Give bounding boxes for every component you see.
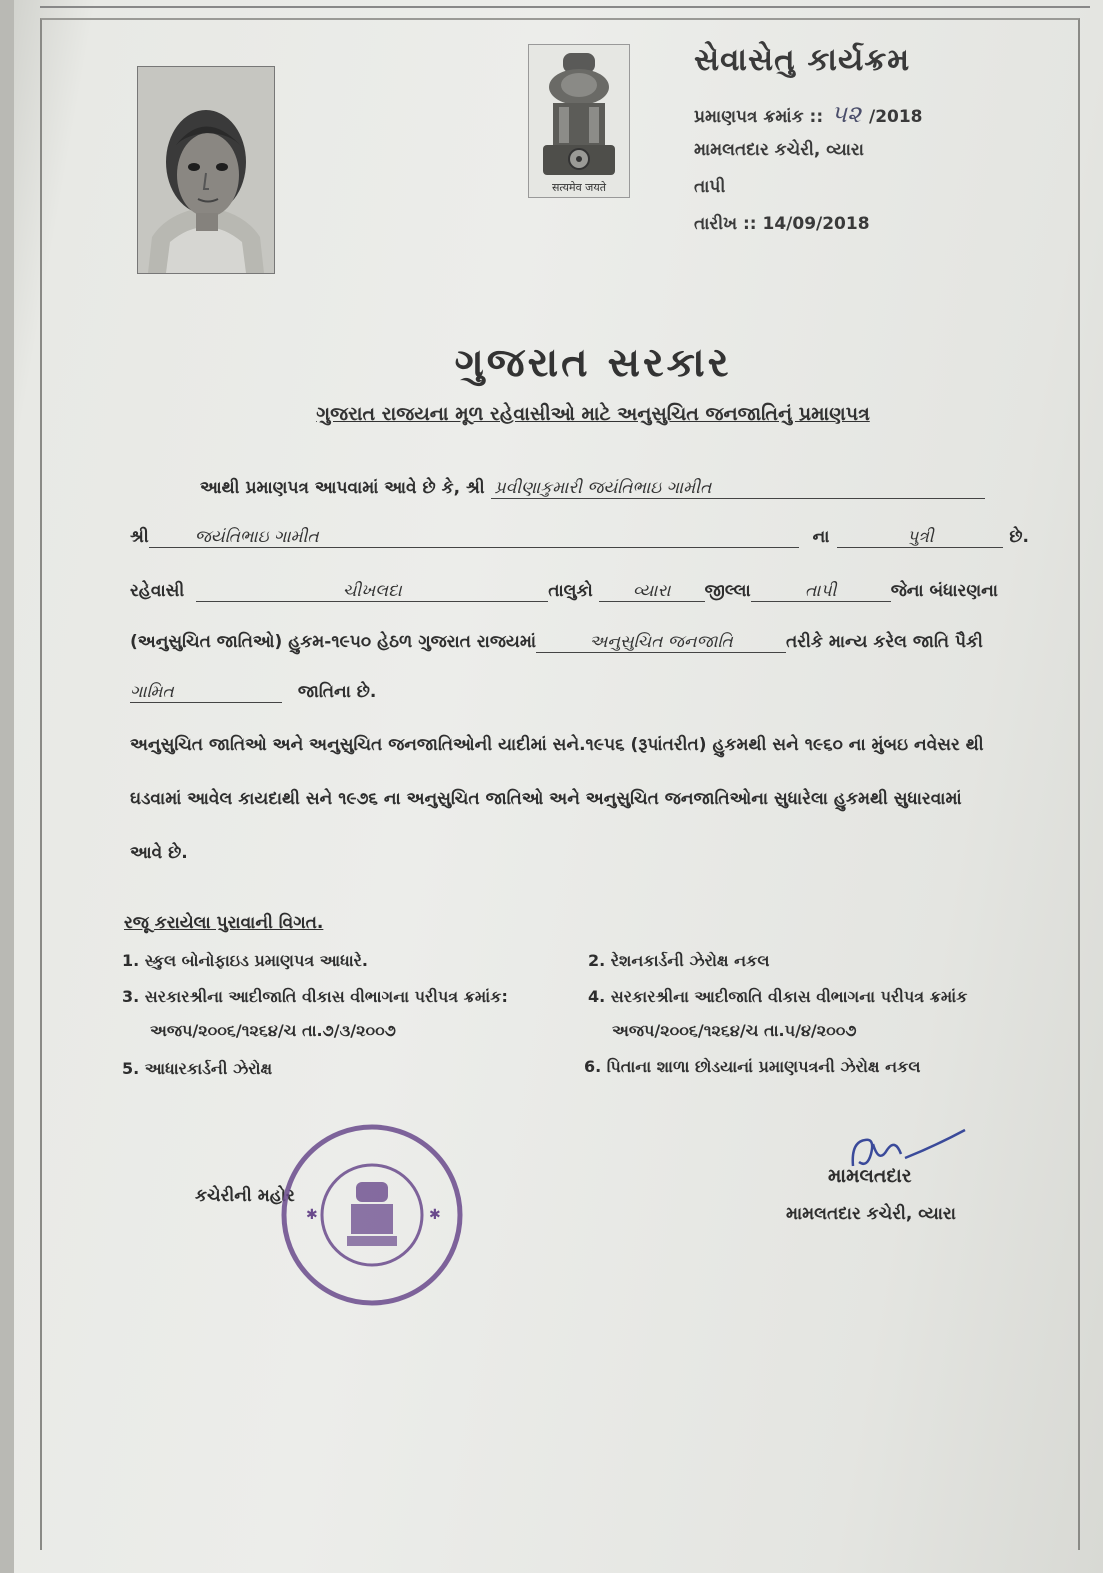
order-text: (અનુસુચિત જાતિઓ) હુકમ-૧૯૫૦ હેઠળ ગુજરાત રાજયમાં [130, 632, 536, 652]
official-seal [279, 1122, 465, 1308]
district-label: જીલ્લા [704, 581, 751, 601]
state-emblem [528, 44, 630, 198]
evidence-item-5: 5. આધારકાર્ડની ઝેરોક્ષ [122, 1059, 273, 1078]
para-line-2: ઘડવામાં આવેલ કાયદાથી સને ૧૯૭૬ ના અનુસુચિત જાતિઓ અને અનુસુચિત જનજાતિઓના સુધારેલા હુકમથી સુધારવામાં [130, 789, 962, 809]
government-title: ગુજરાત સરકાર [454, 340, 732, 386]
body-line-4 [130, 632, 983, 653]
body-line-1 [200, 478, 985, 499]
recognized-tail: તરીકે માન્ય કરેલ જાતિ પૈકી [786, 632, 983, 652]
svg-text:✱: ✱ [429, 1207, 441, 1223]
signatory-title: મામલતદાર [828, 1165, 912, 1187]
village: ચીખલદા [196, 581, 548, 602]
cert-no-label: પ્રમાણપત્ર ક્રમાંક :: [694, 107, 824, 127]
na-word: ના [812, 527, 830, 547]
issue-date: તારીખ :: 14/09/2018 [694, 214, 870, 234]
caste: ગામિત [130, 682, 282, 703]
office-seal-label: કચેરીની મહોર [195, 1186, 295, 1206]
issuing-office: મામલતદાર કચેરી, વ્યારા [694, 140, 864, 160]
certificate-number [694, 100, 923, 128]
issuing-district: તાપી [694, 177, 726, 197]
certificate-subtitle: ગુજરાત રાજયના મૂળ રહેવાસીઓ માટે અનુસુચિત જનજાતિનું પ્રમાણપત્ર [316, 403, 870, 425]
category: અનુસુચિત જનજાતિ [536, 632, 786, 653]
father-name: જયંતિભાઇ ગામીત [149, 527, 799, 548]
emblem-motto: सत्यमेव जयते [551, 181, 607, 194]
top-rule [40, 6, 1090, 8]
taluka: વ્યારા [599, 581, 705, 602]
chhe-word: છે. [1009, 527, 1030, 547]
legal-paragraph [130, 718, 1055, 880]
evidence-item-4: 4. સરકારશ્રીના આદીજાતિ વીકાસ વીભાગના પરીપત્ર ક્રમાંક [588, 987, 968, 1006]
program-title: સેવાસેતુ કાર્યક્રમ [694, 42, 911, 78]
district: તાપી [751, 581, 891, 602]
resident-label: રહેવાસી [130, 581, 185, 601]
cert-year: /2018 [868, 107, 923, 127]
para-line-3: આવે છે. [130, 843, 188, 863]
evidence-item-2: 2. રેશનકાર્ડની ઝેરોક્ષ નકલ [588, 951, 770, 970]
line2-prefix: શ્રી [130, 527, 149, 547]
signatory-office: મામલતદાર કચેરી, વ્યારા [786, 1204, 956, 1224]
relation: પુત્રી [837, 527, 1003, 548]
caste-tail: જાતિના છે. [297, 682, 377, 702]
line1-prefix: આથી પ્રમાણપત્ર આપવામાં આવે છે કે, શ્રી [200, 478, 485, 498]
body-line-2 [130, 527, 1029, 548]
evidence-ref-3: અજપ/૨૦૦૬/૧૨૬૪/ચ તા.૭/૩/૨૦૦૭ [150, 1021, 396, 1040]
evidence-ref-4: અજપ/૨૦૦૬/૧૨૬૪/ચ તા.૫/૪/૨૦૦૭ [612, 1021, 857, 1040]
taluka-label: તાલુકો [548, 581, 593, 601]
applicant-photo [137, 66, 275, 274]
body-line-5 [130, 682, 376, 703]
svg-text:✱: ✱ [306, 1207, 318, 1223]
cert-no-handwritten: ૫૨ [831, 100, 861, 128]
evidence-heading: રજૂ કરાયેલા પુરાવાની વિગત. [124, 913, 324, 933]
body-line-3 [130, 581, 998, 602]
para-line-1: અનુસુચિત જાતિઓ અને અનુસુચિત જનજાતિઓની યાદીમાં સને.૧૯૫૬ (રૂપાંતરીત) હુકમથી સને ૧૯૬૦ ના મુંબઇ નવેસર થી [130, 735, 984, 755]
evidence-item-3: 3. સરકારશ્રીના આદીજાતિ વીકાસ વીભાગના પરીપત્ર ક્રમાંક: [122, 987, 508, 1006]
evidence-item-1: 1. સ્કુલ બોનોફાઇડ પ્રમાણપત્ર આધારે. [122, 951, 368, 970]
evidence-item-6: 6. પિતાના શાળા છોડયાનાં પ્રમાણપત્રની ઝેરોક્ષ નકલ [584, 1057, 921, 1076]
constitution-tail: જેના બંધારણના [890, 581, 998, 601]
holder-name: પ્રવીણાકુમારી જયંતિભાઇ ગામીત [491, 478, 985, 499]
